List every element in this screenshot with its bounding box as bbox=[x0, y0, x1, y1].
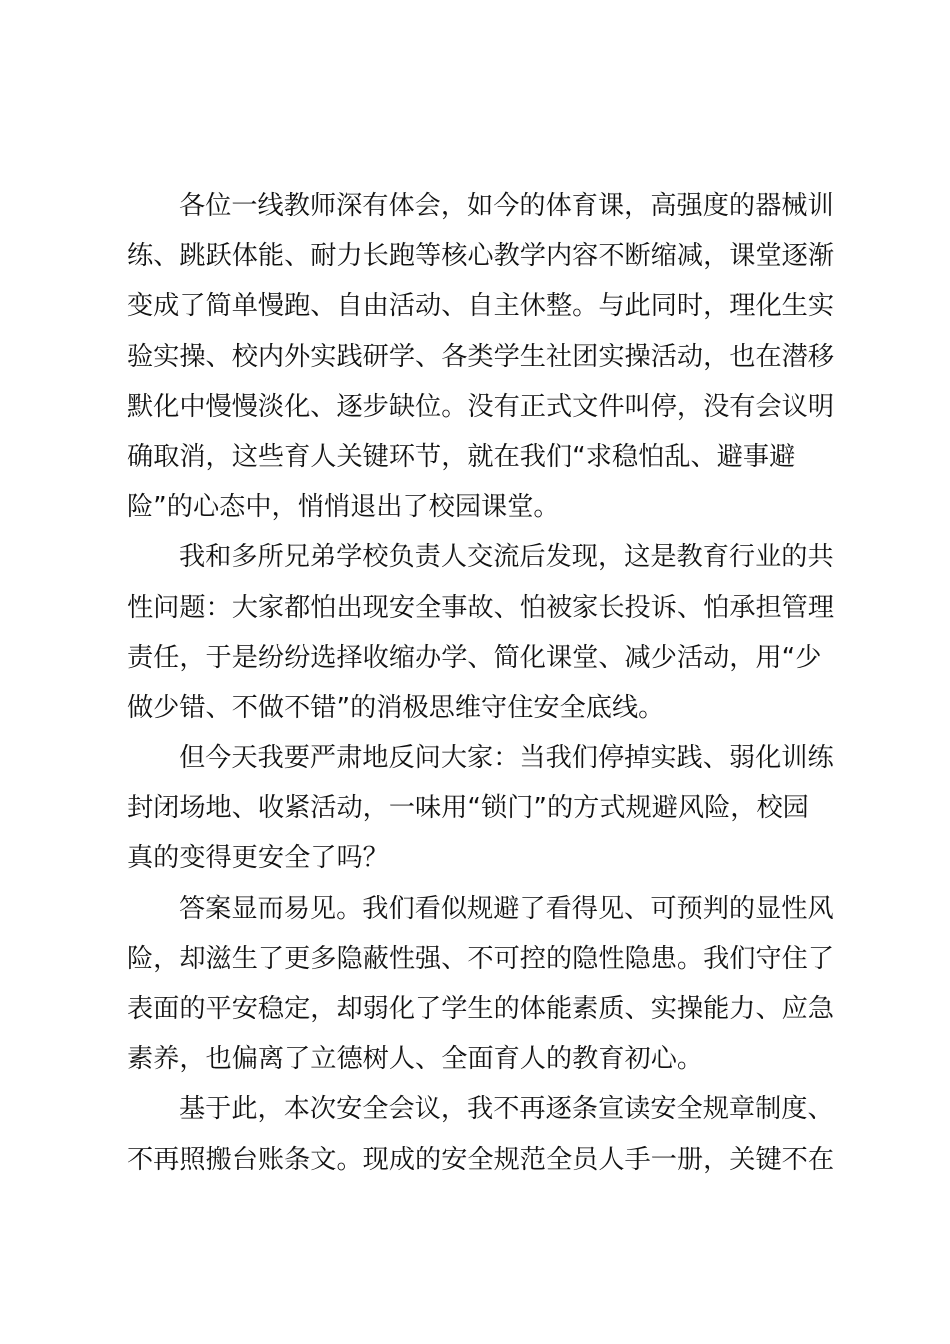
paragraph-3 bbox=[127, 733, 833, 884]
paragraph-line: 责任，于是纷纷选择收缩办学、简化课堂、减少活动，用“少 bbox=[127, 642, 822, 673]
paragraph-line: 验实操、校内外实践研学、各类学生社团实操活动，也在潜移 bbox=[127, 341, 835, 372]
paragraph-line: 性问题：大家都怕出现安全事故、怕被家长投诉、怕承担管理 bbox=[127, 592, 835, 623]
paragraph-line: 变成了简单慢跑、自由活动、自主休整。与此同时，理化生实 bbox=[127, 291, 835, 322]
paragraph-line: 答案显而易见。我们看似规避了看得见、可预判的显性风 bbox=[179, 893, 834, 924]
paragraph-4 bbox=[127, 884, 833, 1085]
paragraph-line: 险，却滋生了更多隐蔽性强、不可控的隐性隐患。我们守住了 bbox=[127, 943, 835, 974]
paragraph-line: 做少错、不做不错”的消极思维守住安全底线。 bbox=[127, 692, 665, 723]
paragraph-line: 我和多所兄弟学校负责人交流后发现，这是教育行业的共 bbox=[179, 542, 834, 573]
paragraph-line: 险”的心态中，悄悄退出了校园课堂。 bbox=[127, 492, 560, 523]
paragraph-2 bbox=[127, 532, 833, 733]
paragraph-line: 确取消，这些育人关键环节，就在我们“求稳怕乱、避事避 bbox=[127, 441, 796, 472]
paragraph-line: 真的变得更安全了吗？ bbox=[127, 843, 389, 874]
paragraph-line: 各位一线教师深有体会，如今的体育课，高强度的器械训 bbox=[179, 191, 834, 221]
paragraph-line: 不再照搬台账条文。现成的安全规范全员人手一册，关键不在 bbox=[127, 1144, 835, 1175]
paragraph-5 bbox=[127, 1084, 833, 1184]
paragraph-line: 表面的平安稳定，却弱化了学生的体能素质、实操能力、应急 bbox=[127, 994, 835, 1024]
paragraph-line: 默化中慢慢淡化、逐步缺位。没有正式文件叫停，没有会议明 bbox=[127, 391, 835, 422]
document-body bbox=[127, 181, 833, 1185]
paragraph-line: 封闭场地、收紧活动，一味用“锁门”的方式规避风险，校园 bbox=[127, 793, 809, 824]
paragraph-line: 素养，也偏离了立德树人、全面育人的教育初心。 bbox=[127, 1044, 704, 1075]
paragraph-line: 练、跳跃体能、耐力长跑等核心教学内容不断缩减，课堂逐渐 bbox=[127, 241, 835, 272]
paragraph-1 bbox=[127, 181, 833, 532]
paragraph-line: 但今天我要严肃地反问大家：当我们停掉实践、弱化训练 bbox=[179, 743, 834, 774]
paragraph-line: 基于此，本次安全会议，我不再逐条宣读安全规章制度、 bbox=[179, 1094, 834, 1125]
